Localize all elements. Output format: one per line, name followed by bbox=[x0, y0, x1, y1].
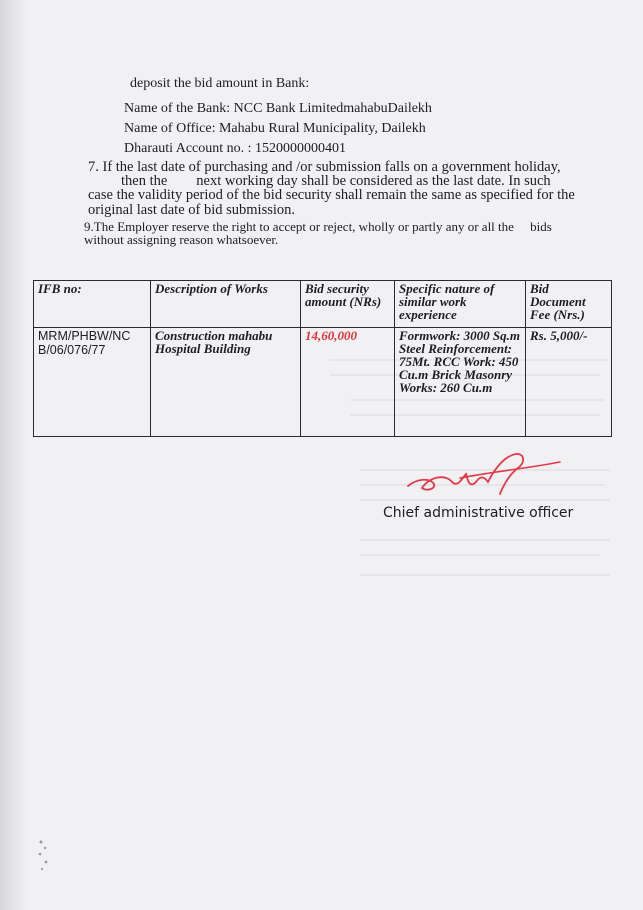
header-bid-security: Bid security amount (NRs) bbox=[301, 281, 395, 328]
table-row bbox=[34, 328, 612, 437]
office-name: Name of Office: Mahabu Rural Municipality, Dailekh bbox=[124, 121, 426, 136]
cell-doc-fee: Rs. 5,000/- bbox=[526, 328, 612, 437]
account-number: Dharauti Account no. : 1520000000401 bbox=[124, 141, 347, 156]
clause-9-line-1: 9.The Employer reserve the right to accept or reject, wholly or partly any or all the bids bbox=[84, 219, 552, 234]
header-specific-nature: Specific nature of similar work experience bbox=[395, 281, 526, 328]
clause-7-line-1: 7. If the last date of purchasing and /or submission falls on a government holiday, bbox=[88, 159, 561, 175]
clause-9-line-2: without assigning reason whatsoever. bbox=[84, 232, 279, 247]
bank-name: Name of the Bank: NCC Bank LimitedmahabuDailekh bbox=[124, 101, 432, 116]
page-edge-shadow bbox=[0, 0, 30, 910]
cell-description: Construction mahabu Hospital Building bbox=[151, 328, 301, 437]
scan-specks bbox=[36, 838, 52, 878]
ifb-table bbox=[33, 280, 612, 437]
header-ifb-no: IFB no: bbox=[34, 281, 151, 328]
clause-7-line-3: case the validity period of the bid security shall remain the same as specified for the bbox=[88, 187, 575, 203]
header-doc-fee: Bid Document Fee (Nrs.) bbox=[526, 281, 612, 328]
header-description: Description of Works bbox=[151, 281, 301, 328]
signatory-title: Chief administrative officer bbox=[383, 505, 574, 521]
clause-7-line-2: then the next working day shall be considered as the last date. In such bbox=[121, 173, 551, 189]
bank-intro: deposit the bid amount in Bank: bbox=[130, 76, 310, 91]
table-header-row bbox=[34, 281, 612, 328]
cell-ifb-no: MRM/PHBW/NC B/06/076/77 bbox=[34, 328, 151, 437]
clause-7-line-4: original last date of bid submission. bbox=[88, 202, 296, 218]
cell-specific-nature: Formwork: 3000 Sq.m Steel Reinforcement: 75Mt. RCC Work: 450 Cu.m Brick Masonry Works: 260 Cu.m bbox=[395, 328, 526, 437]
signature-image bbox=[400, 448, 565, 498]
cell-bid-security: 14,60,000 bbox=[301, 328, 395, 437]
